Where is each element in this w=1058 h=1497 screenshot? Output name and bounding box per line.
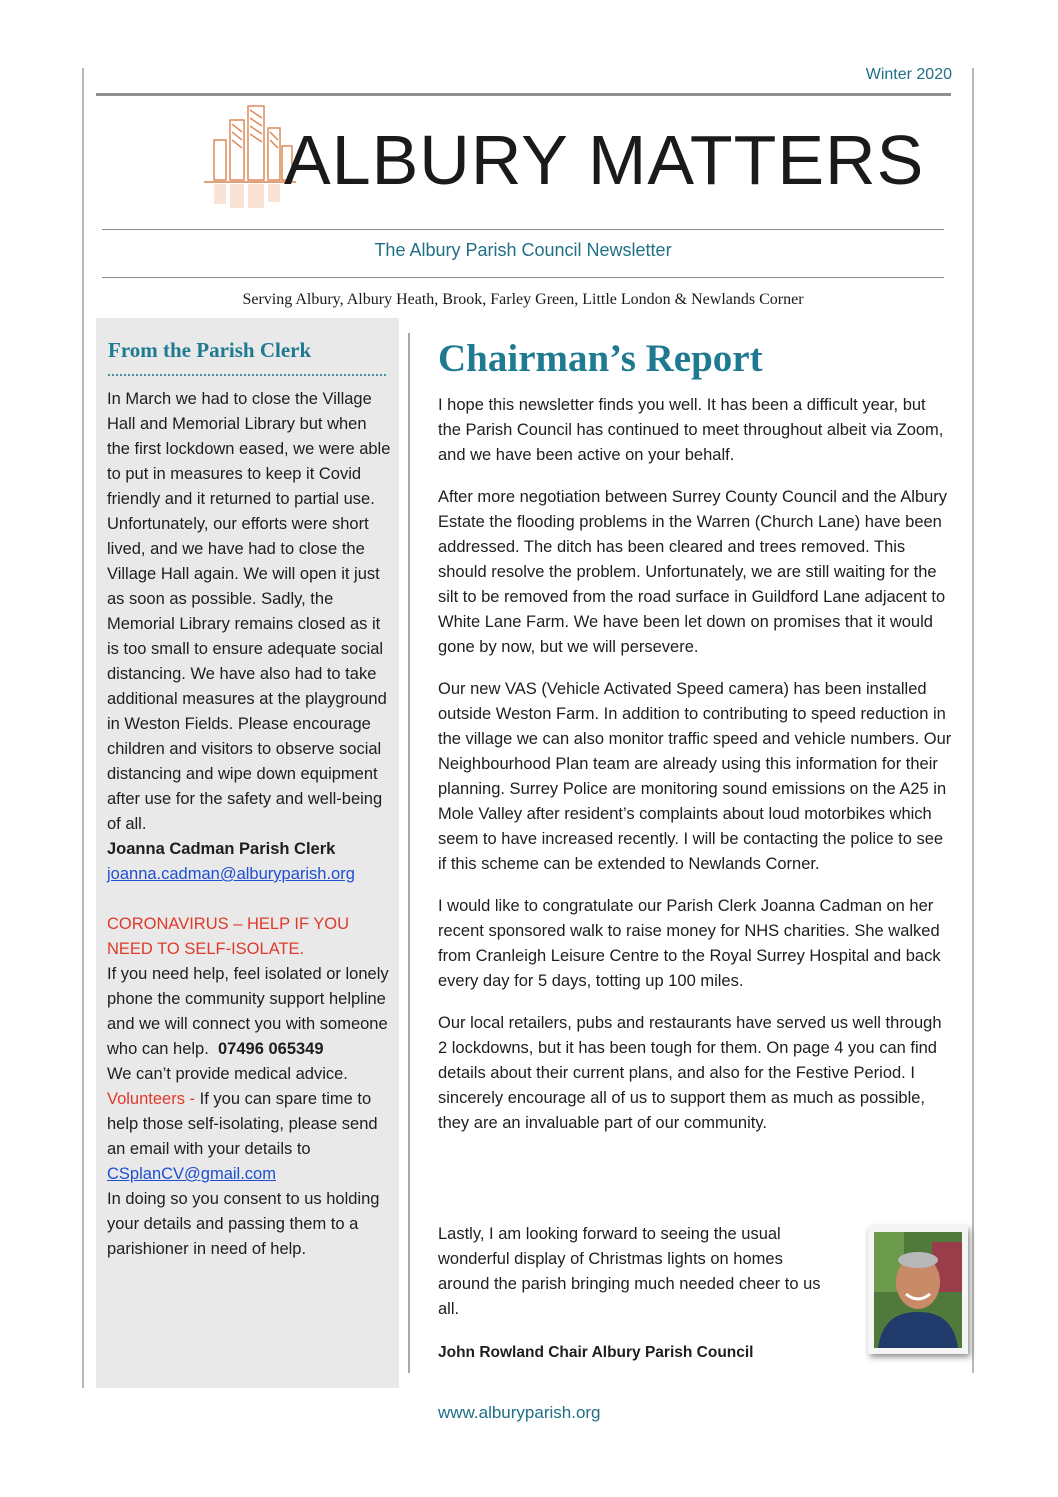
newsletter-subtitle: The Albury Parish Council Newsletter: [374, 240, 672, 260]
report-closing-paragraph: Lastly, I am looking forward to seeing the usual wonderful display of Christmas lights on homes around the parish bringing much needed cheer to us all.: [438, 1225, 821, 1318]
report-paragraph: I hope this newsletter finds you well. It has been a difficult year, but the Parish Council has continued to meet throughout albeit via Zoom, and we have been active on your behalf.: [438, 396, 944, 464]
helpline-phone: 07496 065349: [218, 1040, 324, 1058]
chairmans-report-body: [438, 393, 953, 1153]
chair-signoff: John Rowland Chair Albury Parish Council: [438, 1344, 754, 1361]
clerk-email-link[interactable]: joanna.cadman@alburyparish.org: [107, 865, 355, 883]
chair-portrait-image: [874, 1232, 962, 1348]
chair-photo: [868, 1226, 968, 1354]
report-paragraph: After more negotiation between Surrey County Council and the Albury Estate the flooding problems in the Warren (Church Lane) have been addressed. The ditch has been cleared and trees removed. This should resolve the problem. Unfortunately, we are still waiting for the silt to be removed from the road surface in Guildford Lane adjacent to White Lane Farm. We have been let down on promises that it would gone by now, but we will persevere.: [438, 488, 948, 656]
sidebar-text: [107, 387, 392, 1262]
right-margin-line: [972, 68, 974, 1373]
clerk-signature: Joanna Cadman Parish Clerk: [107, 840, 336, 858]
volunteers-label: Volunteers -: [107, 1090, 196, 1108]
chairmans-report-title: Chairman’s Report: [438, 337, 763, 380]
report-paragraph: I would like to congratulate our Parish Clerk Joanna Cadman on her recent sponsored walk to raise money for NHS charities. She walked from Cranleigh Leisure Centre to the Royal Surrey Hospital and back every day for 5 days, totting up 100 miles.: [438, 897, 941, 990]
issue-date: Winter 2020: [865, 66, 952, 83]
volunteers-text: If you can spare time to help those self-isolating, please send an email with your details to: [107, 1090, 378, 1158]
sidebar-heading: From the Parish Clerk: [108, 338, 312, 362]
serving-areas: Serving Albury, Albury Heath, Brook, Farley Green, Little London & Newlands Corner: [242, 291, 804, 308]
subtitle-rule-bottom: [102, 277, 944, 278]
footer-website[interactable]: www.alburyparish.org: [438, 1403, 601, 1422]
sidebar-body: In March we had to close the Village Hall and Memorial Library but when the first lockdown eased, we were able to put in measures to keep it Covid friendly and it returned to partial use. Unfortunately, our efforts were short lived, and we have had to close the Village Hall again. We will open it just as soon as possible. Sadly, the Memorial Library remains closed as it is too small to ensure adequate social distancing. We have also had to take additional measures at the playground in Weston Fields. Please encourage children and visitors to observe social distancing and wipe down equipment after use for the safety and well-being of all.: [107, 390, 391, 833]
coronavirus-help-text: If you need help, feel isolated or lonely phone the community support helpline and we will connect you with someone who can help.: [107, 965, 389, 1058]
column-divider: [408, 333, 410, 1373]
report-paragraph: Our local retailers, pubs and restaurants have served us well through 2 lockdowns, but it has been tough for them. On page 4 you can find details about their current plans, and also for the Festive Period. I sincerely encourage all of us to support them as much as possible, they are an invaluable part of our community.: [438, 1014, 942, 1132]
no-medical-advice: We can’t provide medical advice.: [107, 1065, 348, 1083]
coronavirus-heading: CORONAVIRUS – HELP IF YOU NEED TO SELF-ISOLATE.: [107, 915, 350, 958]
header-rule: [96, 93, 951, 96]
sidebar-dotted-rule: [108, 374, 386, 376]
report-paragraph: Our new VAS (Vehicle Activated Speed camera) has been installed outside Weston Farm. In addition to contributing to speed reduction in the village we can also monitor traffic speed and vehicle numbers. Our Neighbourhood Plan team are already using this information for their planning. Surrey Police are monitoring sound emissions on the A25 in Mole Valley after resident’s complaints about loud motorbikes which seem to have increased recently. I will be contacting the police to see if this scheme can be extended to Newlands Corner.: [438, 680, 952, 873]
left-margin-line: [82, 68, 84, 1388]
consent-text: In doing so you consent to us holding your details and passing them to a parishioner in need of help.: [107, 1190, 380, 1258]
subtitle-rule-top: [102, 229, 944, 230]
volunteer-email-link[interactable]: CSplanCV@gmail.com: [107, 1165, 276, 1183]
masthead-title: ALBURY MATTERS: [284, 121, 925, 199]
